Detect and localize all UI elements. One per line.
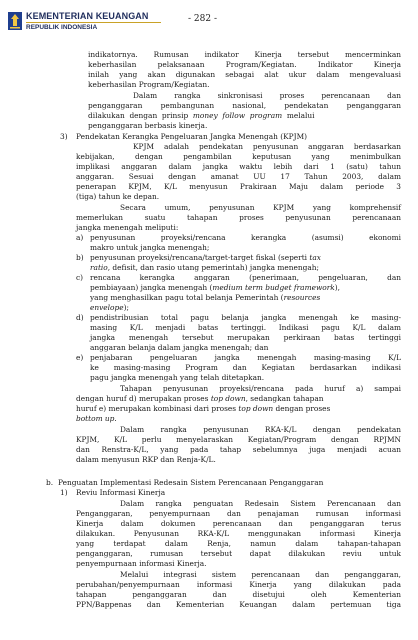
list-marker: b. bbox=[46, 478, 54, 487]
text-line: penjabaran pengeluaran jangka menengah masing-masing K/L bbox=[90, 353, 401, 362]
list-marker: e) bbox=[76, 353, 84, 362]
text-line: Dalam rangka penguatan Redesain Sistem Perencanaan dan bbox=[120, 499, 401, 508]
section-heading: Pendekatan Kerangka Pengeluaran Jangka Menengah (KPJM) bbox=[76, 132, 308, 141]
text-line: yang terdapat dalam Renja, namun dalam tahapan-tahapan bbox=[76, 539, 401, 548]
text-line: penyusunan proyeksi/rencana/target-target fiskal (seperti tax bbox=[90, 253, 321, 262]
text-line: anggaran belanja dalam jangka menengah; dan bbox=[90, 343, 269, 352]
list-marker: d) bbox=[76, 313, 84, 322]
text-line: Secara umum, penyusunan KPJM yang komprehensif bbox=[120, 203, 401, 212]
text-line: (tiga) tahun ke depan. bbox=[76, 192, 160, 201]
list-marker: 1) bbox=[60, 488, 68, 497]
text-line: masing K/L menjadi batas tertinggi. Indikasi pagu K/L dalam bbox=[90, 323, 401, 332]
text-line: dilakukan. Penyusunan RKA-K/L menggunakan informasi Kinerja bbox=[76, 529, 401, 538]
text-line: anggaran. Sesuai dengan amanat UU 17 Tahun 2003, dalam bbox=[76, 172, 401, 181]
text-line: huruf e) merupakan kombinasi dari proses top down dengan proses bbox=[76, 404, 331, 413]
text-line: Melalui integrasi sistem perencanaan dan penganggaran, bbox=[120, 570, 401, 579]
text-line: implikasi anggaran dalam jangka waktu lebih dari 1 (satu) tahun bbox=[76, 162, 401, 171]
text-line: Kinerja dalam dokumen perencanaan dan penganggaran terus bbox=[76, 519, 401, 528]
subsection-heading: Reviu Informasi Kinerja bbox=[76, 488, 166, 497]
ministry-divider bbox=[26, 22, 161, 23]
text-line: penerapan KPJM, K/L menyusun Prakiraan Maju dalam periode 3 bbox=[76, 182, 401, 191]
text-line: Dalam rangka penyusunan RKA-K/L dengan pendekatan bbox=[120, 425, 401, 434]
text-line: ratio, defisit, dan rasio utang pemerintah) jangka menengah; bbox=[90, 263, 320, 272]
list-marker: c) bbox=[76, 273, 84, 282]
text-line: penganggaran, rumusan tersebut dapat dilakukan reviu untuk bbox=[76, 549, 401, 558]
text-line: kebijakan, dengan pengambilan keputusan yang menimbulkan bbox=[76, 152, 401, 161]
text-line: bottom up. bbox=[76, 414, 117, 423]
text-line: KPJM, K/L perlu menyelaraskan Kegiatan/Program dengan RPJMN bbox=[76, 435, 401, 444]
text-line: Tahapan penyusunan proyeksi/rencana pada huruf a) sampai bbox=[120, 384, 401, 393]
ministry-name: KEMENTERIAN KEUANGAN bbox=[26, 11, 149, 21]
text-line: indikatornya. Rumusan indikator Kinerja tersebut mencerminkan bbox=[88, 50, 401, 59]
text-line: makro untuk jangka menengah; bbox=[90, 243, 210, 252]
page-header bbox=[4, 8, 414, 48]
text-line: penyempurnaan informasi Kinerja. bbox=[76, 559, 207, 568]
text-line: ke masing-masing Program dan Kegiatan berdasarkan indikasi bbox=[90, 363, 401, 372]
text-line: memerlukan suatu tahapan proses penyusunan perencanaan bbox=[76, 213, 401, 222]
text-line: keberhasilan Program/Kegiatan. bbox=[88, 80, 210, 89]
text-line: penyusunan proyeksi/rencana kerangka (asumsi) ekonomi bbox=[90, 233, 401, 242]
text-line: dilakukan dengan prinsip money follow program melalui bbox=[88, 111, 315, 120]
ministry-subtitle: REPUBLIK INDONESIA bbox=[26, 24, 98, 31]
text-line: envelope); bbox=[90, 303, 129, 312]
text-line: inilah yang akan digunakan sebagai alat ukur dalam mengevaluasi bbox=[88, 70, 401, 79]
text-line: pagu jangka menengah yang telah ditetapkan. bbox=[90, 373, 265, 382]
text-line: penganggaran pembangunan nasional, pendekatan penganggaran bbox=[88, 101, 401, 110]
text-line: jangka menengah tersebut merupakan perkiraan batas tertinggi bbox=[90, 333, 401, 342]
text-line: pembiayaan) jangka menengah (medium term budget framework), bbox=[90, 283, 340, 292]
text-line: penganggaran berbasis kinerja. bbox=[88, 121, 208, 130]
text-line: rencana kerangka anggaran (penerimaan, pengeluaran, dan bbox=[90, 273, 401, 282]
text-line: yang menghasilkan pagu total belanja Pemerintah (resources bbox=[90, 293, 321, 302]
text-line: dan Renstra-K/L, yang pada tahap sebelumnya juga menjadi acuan bbox=[76, 445, 401, 454]
text-line: KPJM adalah pendekatan penyusunan anggaran berdasarkan bbox=[133, 142, 401, 151]
list-marker: a) bbox=[76, 233, 84, 242]
text-line: pendistribusian total pagu belanja jangka menengah ke masing- bbox=[90, 313, 401, 322]
list-marker: 3) bbox=[60, 132, 68, 141]
text-line: jangka menengah meliputi: bbox=[76, 223, 179, 232]
ministry-emblem-icon bbox=[8, 12, 22, 30]
text-line: PPN/Bappenas dan Kementerian Keuangan dalam pertemuan tiga bbox=[76, 600, 401, 609]
text-line: Dalam rangka sinkronisasi proses perencanaan dan bbox=[133, 91, 401, 100]
text-line: Penganggaran, penyempurnaan dan penajaman rumusan informasi bbox=[76, 509, 401, 518]
ministry-block bbox=[26, 11, 196, 32]
section-heading: Penguatan Implementasi Redesain Sistem Perencanaan Penganggaran bbox=[58, 478, 324, 487]
text-line: dengan huruf d) merupakan proses top down, sedangkan tahapan bbox=[76, 394, 324, 403]
text-line: dalam menyusun RKP dan Renja-K/L. bbox=[76, 455, 216, 464]
text-line: keberhasilan pelaksanaan Program/Kegiatan. Indikator Kinerja bbox=[88, 60, 401, 69]
text-line: perubahan/penyempurnaan informasi Kinerja yang dilakukan pada bbox=[76, 580, 401, 589]
list-marker: b) bbox=[76, 253, 84, 262]
page-number: - 282 - bbox=[188, 14, 217, 24]
text-line: tahapan penganggaran dan disetujui oleh Kementerian bbox=[76, 590, 401, 599]
